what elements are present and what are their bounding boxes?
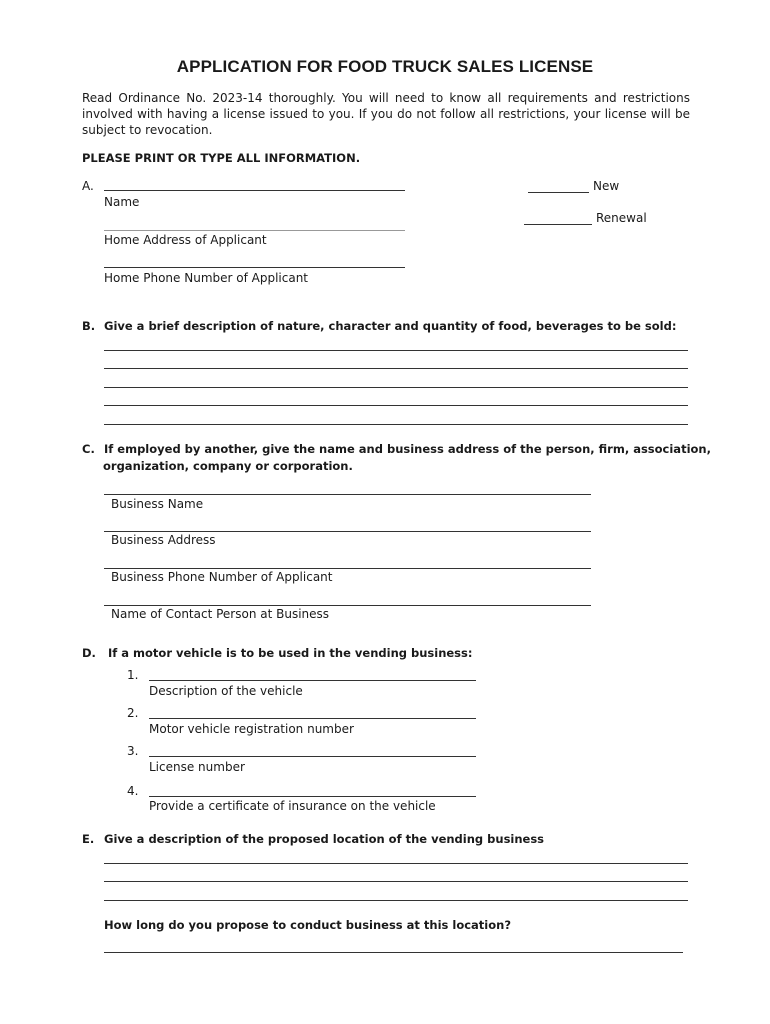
home-phone-label: Home Phone Number of Applicant (104, 271, 309, 285)
intro-paragraph: Read Ordinance No. 2023-14 thoroughly. You will need to know all requirements and restrictions involved with having a license issued to you. If you do not follow all restrictions, your license will be subject to revocation. (82, 91, 690, 137)
license-number-label: License number (149, 760, 245, 774)
home-address-label: Home Address of Applicant (104, 233, 267, 247)
business-address-label: Business Address (111, 533, 216, 547)
food-description-line[interactable] (104, 424, 688, 425)
food-description-line[interactable] (104, 405, 688, 406)
vehicle-description-field-line[interactable] (149, 680, 476, 681)
section-c-heading-line1: If employed by another, give the name and business address of the person, firm, association, (104, 442, 711, 456)
renewal-label: Renewal (596, 211, 647, 225)
business-address-field-line[interactable] (104, 531, 591, 532)
home-phone-field-line[interactable] (104, 267, 405, 268)
contact-person-label: Name of Contact Person at Business (111, 607, 330, 621)
section-d-letter: D. (82, 646, 96, 660)
location-description-line[interactable] (104, 863, 688, 864)
section-e-letter: E. (82, 832, 95, 846)
name-label: Name (104, 195, 140, 209)
print-notice: PLEASE PRINT OR TYPE ALL INFORMATION. (82, 151, 361, 165)
contact-person-field-line[interactable] (104, 605, 591, 606)
new-label: New (593, 179, 620, 193)
insurance-field-line[interactable] (149, 796, 476, 797)
section-a-letter: A. (82, 179, 94, 193)
section-c-letter: C. (82, 442, 95, 456)
vehicle-item-number: 2. (127, 706, 139, 720)
registration-number-field-line[interactable] (149, 718, 476, 719)
business-phone-label: Business Phone Number of Applicant (111, 570, 333, 584)
duration-question: How long do you propose to conduct business at this location? (104, 918, 512, 932)
new-checkbox-line[interactable] (528, 192, 589, 193)
renewal-checkbox-line[interactable] (524, 224, 592, 225)
section-e-heading: Give a description of the proposed location of the vending business (104, 832, 545, 846)
section-b-letter: B. (82, 319, 96, 333)
home-address-field-line[interactable] (104, 230, 405, 231)
vehicle-item-number: 3. (127, 744, 139, 758)
registration-number-label: Motor vehicle registration number (149, 722, 354, 736)
business-name-field-line[interactable] (104, 494, 591, 495)
form-title: APPLICATION FOR FOOD TRUCK SALES LICENSE (176, 57, 594, 76)
location-description-line[interactable] (104, 881, 688, 882)
name-field-line[interactable] (104, 190, 405, 191)
food-description-line[interactable] (104, 368, 688, 369)
vehicle-description-label: Description of the vehicle (149, 684, 303, 698)
food-description-line[interactable] (104, 387, 688, 388)
business-name-label: Business Name (111, 497, 204, 511)
vehicle-item-number: 4. (127, 784, 139, 798)
section-d-heading: If a motor vehicle is to be used in the vending business: (108, 646, 473, 660)
vehicle-item-number: 1. (127, 668, 139, 682)
insurance-label: Provide a certificate of insurance on the vehicle (149, 799, 436, 813)
section-c-heading-line2: organization, company or corporation. (103, 459, 353, 473)
duration-answer-line[interactable] (104, 952, 683, 953)
food-description-line[interactable] (104, 350, 688, 351)
section-b-heading: Give a brief description of nature, character and quantity of food, beverages to be sold: (104, 319, 677, 333)
location-description-line[interactable] (104, 900, 688, 901)
business-phone-field-line[interactable] (104, 568, 591, 569)
license-number-field-line[interactable] (149, 756, 476, 757)
